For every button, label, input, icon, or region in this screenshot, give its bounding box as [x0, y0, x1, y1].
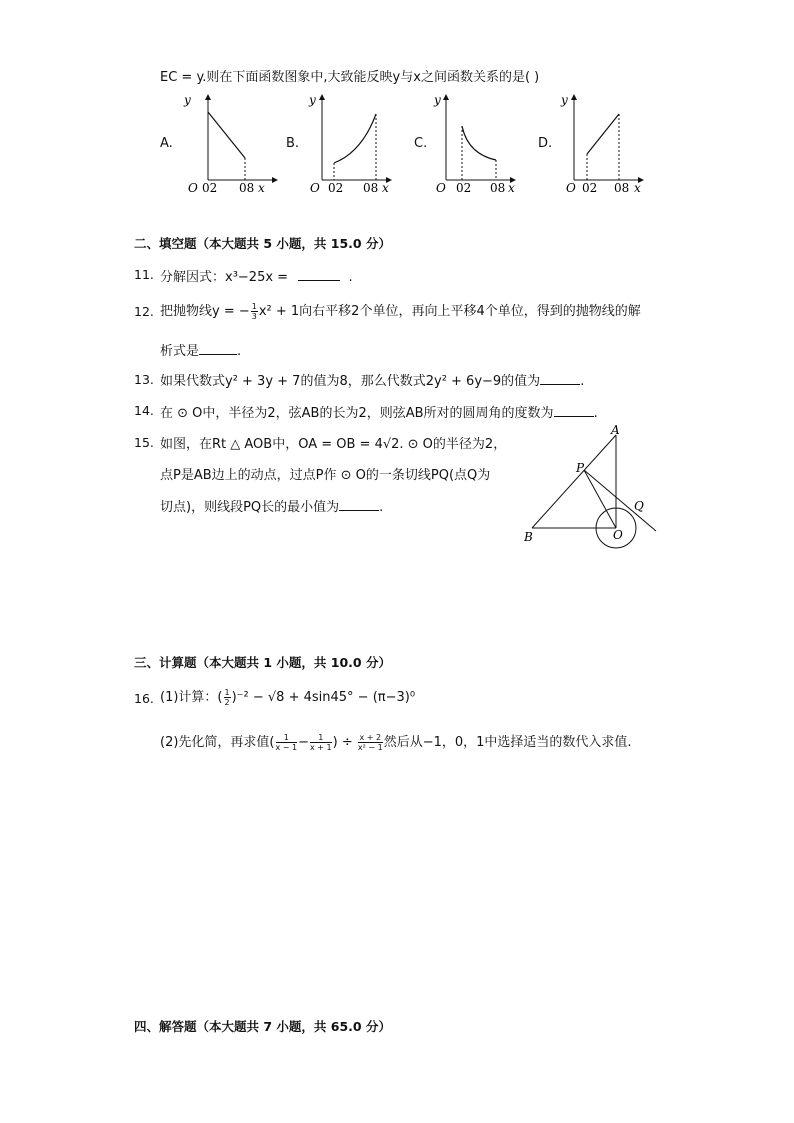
fraction-denominator: x² − 1 — [357, 743, 383, 752]
fraction-denominator: x − 1 — [275, 743, 298, 752]
answer-blank[interactable] — [554, 416, 594, 417]
question-11-text: 分解因式：x³−25x = — [160, 270, 293, 285]
question-number: 15. — [134, 435, 154, 450]
question-16-part1 — [160, 686, 415, 707]
section-3-title: 三、计算题（本大题共 1 小题，共 10.0 分） — [134, 655, 391, 670]
option-c-graph — [434, 90, 534, 195]
fraction-denominator: 3 — [251, 312, 257, 321]
segment-po — [584, 470, 616, 528]
question-intro-line: EC = y.则在下面函数图象中,大致能反映y与x之间函数关系的是( ) — [160, 70, 540, 85]
tick-label-02: 02 — [456, 181, 472, 195]
tick-label-08: 08 — [614, 181, 630, 195]
question-number: 13. — [134, 372, 154, 387]
graph-line — [208, 112, 245, 158]
question-14-end: . — [593, 406, 598, 421]
answer-blank[interactable] — [298, 280, 340, 281]
fraction-denominator: x + 1 — [310, 743, 332, 752]
answer-blank[interactable] — [199, 354, 237, 355]
fraction-numerator: x + 2 — [359, 733, 382, 742]
answer-blank[interactable] — [339, 510, 379, 511]
graph-curve — [334, 114, 376, 163]
question-16-part2 — [160, 731, 632, 752]
question-13 — [160, 370, 584, 389]
question-number: 14. — [134, 403, 154, 418]
label-a: A — [611, 423, 620, 437]
x-axis-label: x — [258, 181, 265, 195]
fraction-denominator: 2 — [224, 698, 230, 707]
tick-label-02: 02 — [582, 181, 598, 195]
option-b-graph — [310, 90, 410, 195]
label-b: B — [524, 530, 533, 544]
section-4-title: 四、解答题（本大题共 7 小题，共 65.0 分） — [134, 1019, 391, 1034]
tick-label-02: 02 — [328, 181, 344, 195]
question-12-part1: 把抛物线y = − — [160, 304, 250, 319]
question-15-line2: 点P是AB边上的动点，过点P作 ⊙ O的一条切线PQ(点Q为 — [160, 468, 491, 483]
figure-triangle-circle — [518, 418, 668, 558]
question-number: 16. — [134, 691, 154, 706]
question-15-end: . — [379, 500, 384, 515]
fraction-1-over-x-plus-1 — [310, 733, 332, 752]
y-axis-label: y — [434, 93, 441, 107]
y-axis-label: y — [309, 93, 316, 107]
tick-label-08: 08 — [239, 181, 255, 195]
x-axis-label: x — [508, 181, 515, 195]
question-14-text: 在 ⊙ O中，半径为2，弦AB的长为2，则弦AB所对的圆周角的度数为 — [160, 406, 554, 421]
label-p: P — [576, 461, 585, 475]
fraction-numerator: 1 — [251, 302, 257, 311]
x-axis-label: x — [382, 181, 389, 195]
graph-line — [587, 114, 619, 154]
fraction-numerator: 1 — [310, 733, 332, 743]
option-d-letter: D. — [538, 136, 553, 151]
segment-ab — [532, 435, 616, 528]
origin-label: O — [310, 181, 320, 195]
question-13-end: . — [580, 374, 585, 389]
fraction-one-third — [251, 302, 258, 321]
question-11 — [160, 266, 353, 285]
q16-p2-prefix: (2)先化简，再求值( — [160, 735, 275, 750]
y-axis-arrow — [205, 94, 211, 100]
question-12-part2: x² + 1向右平移2个单位，再向上平移4个单位，得到的抛物线的解 — [258, 304, 641, 319]
fraction-numerator: 1 — [224, 688, 230, 697]
option-a-letter: A. — [160, 136, 173, 151]
tick-label-08: 08 — [363, 181, 379, 195]
tick-label-08: 08 — [490, 181, 506, 195]
fraction-one-half — [224, 688, 231, 707]
q16-p1-rest: )⁻² − √8 + 4sin45° − (π−3)⁰ — [231, 690, 416, 705]
question-number: 12. — [134, 304, 154, 319]
option-c-letter: C. — [414, 136, 428, 151]
question-12-end: . — [237, 344, 242, 359]
origin-label: O — [188, 181, 198, 195]
tick-label-02: 02 — [202, 181, 218, 195]
question-12-line2 — [160, 340, 241, 359]
segment-pq-extended — [584, 470, 656, 531]
q16-p1-prefix: (1)计算：( — [160, 690, 223, 705]
fraction-numerator: 1 — [276, 733, 298, 743]
question-12-line1 — [160, 300, 641, 321]
graph-curve — [462, 126, 496, 160]
question-12-line2-text: 析式是 — [160, 344, 200, 359]
question-13-text: 如果代数式y² + 3y + 7的值为8，那么代数式2y² + 6y−9的值为 — [160, 374, 541, 389]
option-a-graph — [184, 90, 284, 195]
y-axis-label: y — [561, 93, 568, 107]
question-15-line3 — [160, 496, 383, 515]
section-2-title: 二、填空题（本大题共 5 小题，共 15.0 分） — [134, 236, 391, 251]
answer-blank[interactable] — [540, 384, 580, 385]
fraction-x-plus-2-over-x2-minus-1 — [358, 733, 383, 752]
origin-label: O — [436, 181, 446, 195]
label-o: O — [613, 528, 623, 542]
question-15-line1: 如图，在Rt △ AOB中，OA = OB = 4√2. ⊙ O的半径为2， — [160, 437, 507, 452]
x-axis-label: x — [634, 181, 641, 195]
label-q: Q — [634, 499, 644, 513]
question-number: 11. — [134, 267, 154, 282]
q16-p2-suffix: 然后从−1，0，1中选择适当的数代入求值. — [383, 735, 632, 750]
y-axis-label: y — [184, 93, 191, 107]
q16-p2-divide: ) ÷ — [332, 735, 357, 750]
fraction-1-over-x-minus-1 — [276, 733, 298, 752]
q16-p2-minus: − — [298, 735, 310, 750]
option-b-letter: B. — [286, 136, 300, 151]
option-d-graph — [562, 90, 662, 195]
origin-label: O — [566, 181, 576, 195]
question-15-line3-text: 切点)，则线段PQ长的最小值为 — [160, 500, 340, 515]
question-11-end: . — [348, 270, 353, 285]
x-axis-arrow — [272, 177, 278, 183]
